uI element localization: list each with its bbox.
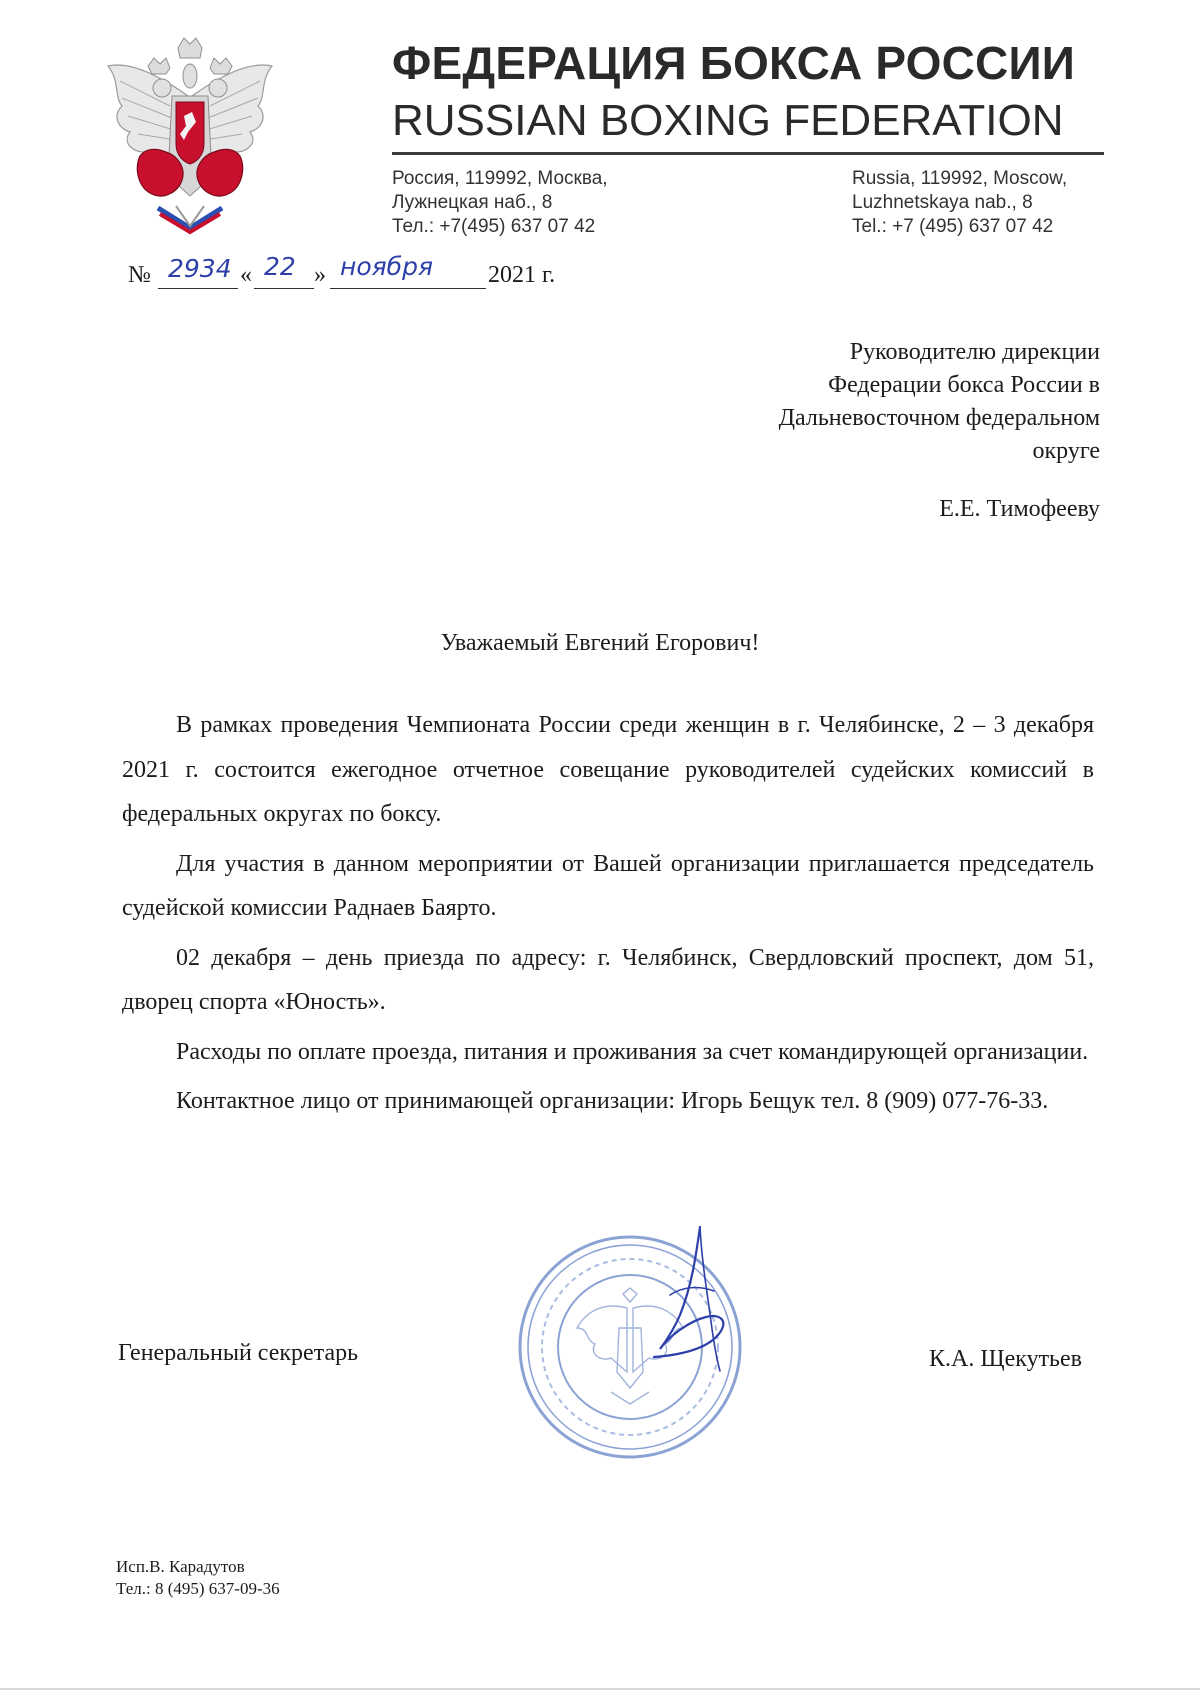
body-paragraph: Для участия в данном мероприятии от Вашей организации приглашается председатель судейской комиссии Раднаев Баярто.	[122, 850, 1094, 921]
reference-line	[128, 252, 608, 296]
handwritten-signature-icon	[640, 1225, 750, 1375]
address-en	[852, 167, 1067, 239]
address-ru-line: Россия, 119992, Москва,	[392, 168, 608, 189]
address-en-line: Russia, 119992, Moscow,	[852, 168, 1068, 189]
addressee-line: Федерации бокса России в	[828, 372, 1100, 398]
address-en-line: Luzhnetskaya nab., 8	[852, 192, 1033, 213]
quote-close: »	[314, 262, 326, 288]
signatory-title: Генеральный секретарь	[118, 1340, 359, 1366]
quote-open: «	[240, 262, 252, 288]
address-ru-line: Тел.: +7(495) 637 07 42	[392, 216, 596, 237]
address-ru-line: Лужнецкая наб., 8	[392, 192, 553, 213]
letterhead-divider	[392, 152, 1104, 155]
reference-year: 2021 г.	[488, 262, 556, 288]
org-name-en: RUSSIAN BOXING FEDERATION	[392, 96, 1064, 145]
address-en-line: Tel.: +7 (495) 637 07 42	[852, 216, 1054, 237]
month-underline	[330, 288, 486, 289]
body-paragraph: Расходы по оплате проезда, питания и проживания за счет командирующей организации.	[176, 1038, 1089, 1065]
addressee-block	[779, 336, 1100, 526]
reference-month: ноября	[340, 252, 434, 281]
body-paragraph: 02 декабря – день приезда по адресу: г. Челябинск, Свердловский проспект, дом 51, дворец спорта «Юность».	[122, 944, 1094, 1015]
page-edge-line	[0, 1688, 1200, 1690]
addressee-line: Дальневосточном федеральном	[778, 405, 1100, 431]
address-ru	[392, 167, 608, 239]
number-sign: №	[128, 262, 151, 288]
body-paragraph: В рамках проведения Чемпионата России среди женщин в г. Челябинске, 2 – 3 декабря 2021 г. состоится ежегодное отчетное совещание руководителей судейских комиссий в федеральных округах по боксу.	[122, 712, 1094, 827]
executor-phone: Тел.: 8 (495) 637-09-36	[116, 1579, 280, 1598]
executor-name: Исп.В. Карадутов	[116, 1557, 245, 1576]
reference-day: 22	[264, 252, 296, 281]
boxing-federation-emblem-icon	[100, 36, 280, 236]
addressee-line: Руководителю дирекции	[849, 339, 1100, 365]
reference-number: 2934	[168, 254, 232, 283]
salutation: Уважаемый Евгений Егорович!	[440, 630, 760, 656]
number-underline	[158, 288, 238, 289]
org-name-ru: ФЕДЕРАЦИЯ БОКСА РОССИИ	[392, 37, 1075, 89]
letter-body	[122, 703, 1094, 1129]
addressee-line: округе	[1032, 438, 1100, 464]
executor-block	[116, 1556, 280, 1600]
body-paragraph: Контактное лицо от принимающей организации: Игорь Бещук тел. 8 (909) 077-76-33.	[176, 1088, 1049, 1114]
day-underline	[254, 288, 314, 289]
signatory-name: К.А. Щекутьев	[929, 1346, 1082, 1372]
addressee-recipient: Е.Е. Тимофееву	[939, 496, 1100, 522]
